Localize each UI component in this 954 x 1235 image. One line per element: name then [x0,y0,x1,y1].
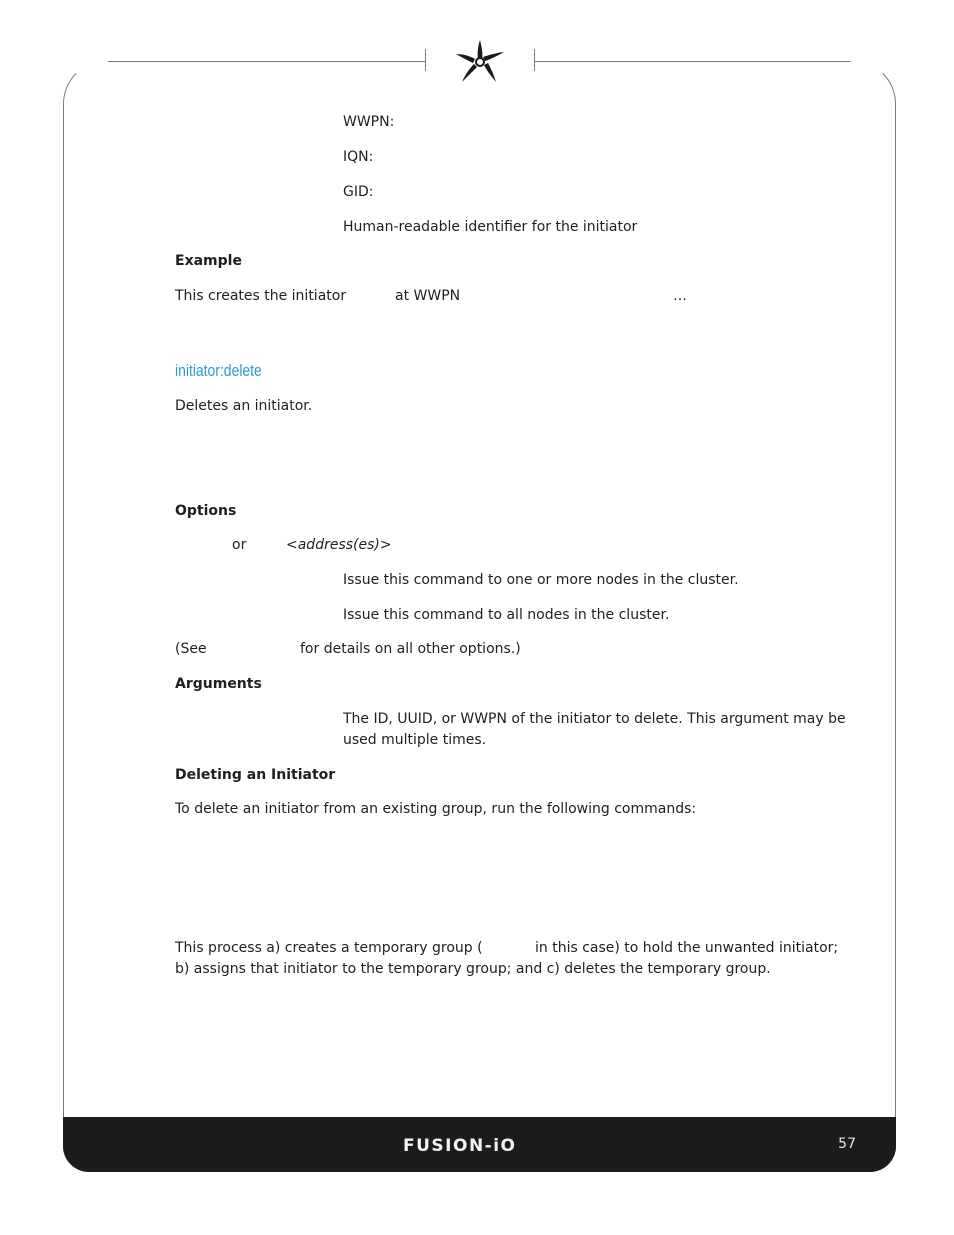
gid-label: GID: [343,184,374,200]
wwpn-label: WWPN: [343,114,395,130]
fusion-io-wordmark-logo [403,1131,553,1157]
header-tick-left [425,49,426,71]
footer-brand: FUSION-iO [403,1136,517,1156]
example-text-part1: This creates the initiator [175,288,347,304]
iqn-label: IQN: [343,149,374,165]
name-description: Human-readable identifier for the initiator [343,219,638,235]
options-address-arg: <address(es)> [286,537,392,553]
example-text-part2: at WWPN [395,288,461,304]
options-nodes-description: Issue this command to one or more nodes in the cluster. [343,572,739,588]
options-heading: Options [175,503,237,519]
deleting-process-part2: in this case) to hold the unwanted initiator; [535,940,839,956]
arguments-line1: The ID, UUID, or WWPN of the initiator to delete. This argument may be [343,711,846,727]
options-all-description: Issue this command to all nodes in the cluster. [343,607,670,623]
fusion-io-star-logo-icon [452,38,508,86]
example-ellipsis: … [673,288,687,304]
header-rule-left [108,61,425,62]
section-title: initiator:delete [175,361,262,380]
header-rule-right [535,61,851,62]
deleting-process-line2: b) assigns that initiator to the temporary group; and c) deletes the temporary group. [175,961,771,977]
page-footer [63,1117,896,1172]
section-description: Deletes an initiator. [175,398,313,414]
options-see-suffix: for details on all other options.) [300,641,521,657]
deleting-process-part1: This process a) creates a temporary group ( [175,940,483,956]
arguments-line2: used multiple times. [343,732,487,748]
header-tick-right [534,49,535,71]
deleting-intro: To delete an initiator from an existing group, run the following commands: [175,801,697,817]
page-number: 57 [838,1136,856,1152]
options-or-text: or [232,537,247,553]
deleting-heading: Deleting an Initiator [175,767,336,783]
arguments-heading: Arguments [175,676,262,692]
example-heading: Example [175,253,242,269]
options-see-prefix: (See [175,641,207,657]
